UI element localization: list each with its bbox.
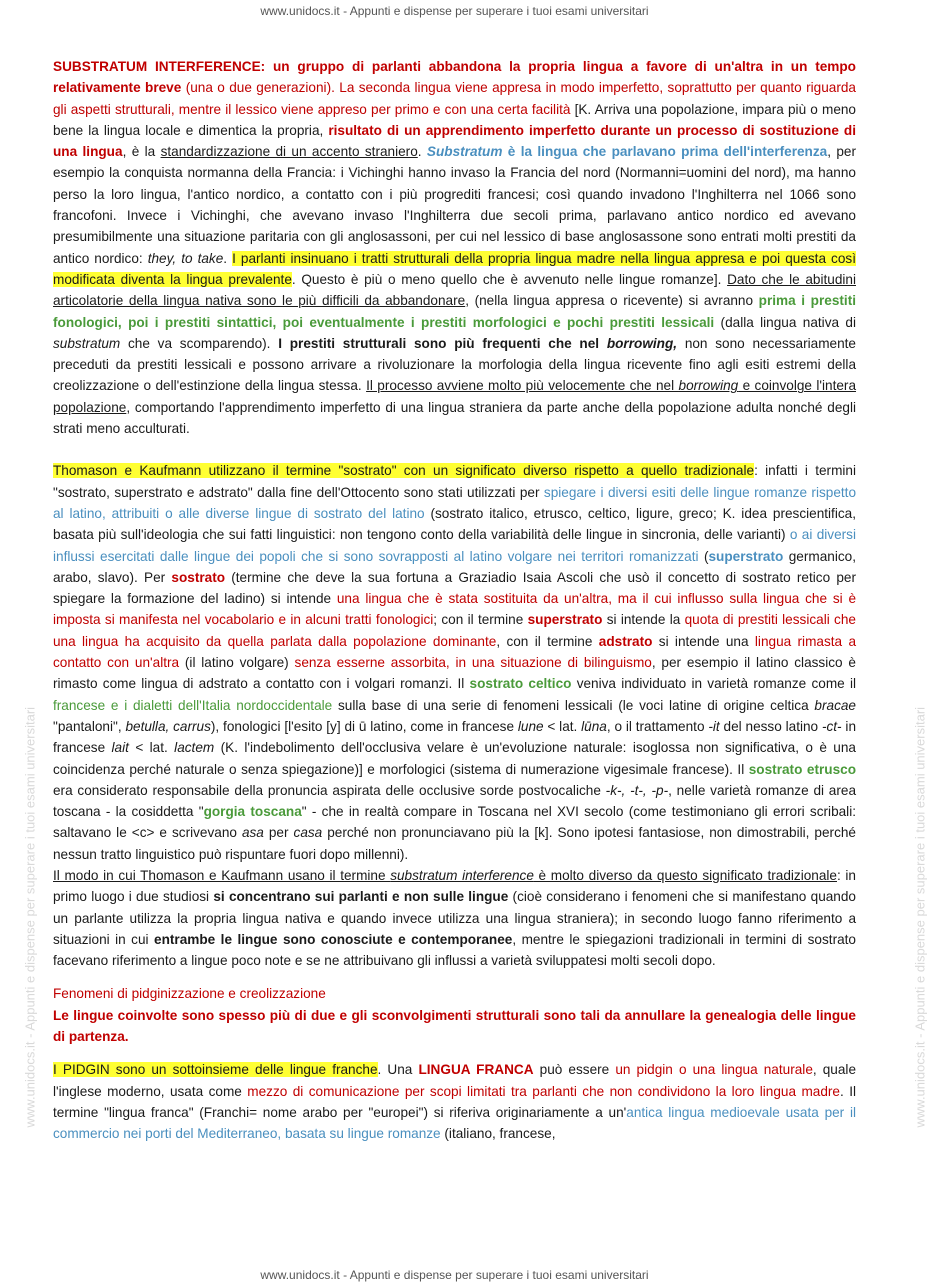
- page-header: www.unidocs.it - Appunti e dispense per superare i tuoi esami universitari: [260, 4, 649, 18]
- side-watermark-right: www.unidocs.it - Appunti e dispense per superare i tuoi esami universitari: [912, 706, 928, 1128]
- section-lead: Le lingue coinvolte sono spesso più di due e gli sconvolgimenti strutturali sono tali da annullare la genealogia delle lingue di partenza.: [53, 1007, 856, 1045]
- paragraph-substratum: SUBSTRATUM INTERFERENCE: un gruppo di parlanti abbandona la propria lingua a favore di un'altra in un tempo relativamente breve (una o due generazioni). La seconda lingua viene appresa in modo imperfetto, soprattutto per quanto riguarda gli aspetti strutturali, mentre il lessico viene appreso per primo e con una certa facilità [K. Arriva una popolazione, impara più o meno bene la lingua locale e dimentica la propria, risultato di un apprendimento imperfetto durante un processo di sostituzione di una lingua, è la standardizzazione di un accento straniero. Substratum è la lingua che parlavano prima dell'interferenza, per esempio la conquista normanna della Francia: i Vichinghi hanno invaso la Francia del nord (Normanni=uomini del nord), ma hanno perso la loro lingua, l'antico nordico, a contatto con i più progrediti francesi; così quando invadono l'Inghilterra nel 1066 sono francofoni. Invece i Vichinghi, che avevano invaso l'Inghilterra due secoli prima, parlavano antico nordico ed avevano presumibilmente una situazione paritaria con gli anglosassoni, per cui nel lessico di base anglosassone sono entrati molti prestiti da antico nordico: they, to take. I parlanti insinuano i tratti strutturali della propria lingua madre nella lingua appresa e poi questa così modificata diventa la lingua prevalente. Questo è più o meno quello che è avvenuto nelle lingue romanze]. Dato che le abitudini articolatorie della lingua nativa sono le più difficili da abbandonare, (nella lingua appresa o ricevente) si avranno prima i prestiti fonologici, poi i prestiti sintattici, poi eventualmente i prestiti morfologici e pochi prestiti lessicali (dalla lingua nativa di substratum che va scomparendo). I prestiti strutturali sono più frequenti che nel borrowing, non sono necessariamente preceduti da prestiti lessicali e possono arrivare a rivoluzionare la morfologia della lingua ricevente fino agli esiti estremi della creolizzazione o dell'estinzione della lingua stessa. Il processo avviene molto più velocemente che nel borrowing e coinvolge l'intera popolazione, comportando l'apprendimento imperfetto di una lingua straniera da parte anche della popolazione adulta nonché degli strati meno acculturati.: [53, 59, 857, 437]
- page-footer: www.unidocs.it - Appunti e dispense per superare i tuoi esami universitari: [260, 1268, 649, 1282]
- paragraph-pidgin: I PIDGIN sono un sottoinsieme delle lingue franche. Una LINGUA FRANCA può essere un pidgin o una lingua naturale, quale l'inglese moderno, usata come mezzo di comunicazione per scopi limitati tra parlanti che non condividono la loro lingua madre. Il termine "lingua franca" (Franchi= nome arabo per "europei") si riferiva originariamente a un'antica lingua medioevale usata per il commercio nei porti del Mediterraneo, basata su lingue romanze (italiano, francese,: [53, 1062, 857, 1142]
- paragraph-thomason: Il modo in cui Thomason e Kaufmann usano il termine substratum interference è molto diverso da questo significato tradizionale: in primo luogo i due studiosi si concentrano sui parlanti e non sulle lingue (cioè considerano i fenomeni che si manifestano quando un parlante utilizza la propria lingua nativa e quando invece utilizza una lingua straniera); in secondo luogo fanno riferimento a situazioni in cui entrambe le lingue sono conosciute e contemporanee, mentre le spiegazioni tradizionali in termini di sostrato facevano riferimento a lingue poco note e se ne attribuivano gli influssi a varietà sviluppatesi molti secoli dopo.: [53, 867, 856, 969]
- document-body: [53, 56, 856, 1145]
- section-title: Fenomeni di pidginizzazione e creolizzazione: [53, 986, 326, 1002]
- side-watermark-left: www.unidocs.it - Appunti e dispense per superare i tuoi esami universitari: [22, 706, 38, 1128]
- paragraph-sostrato: Thomason e Kaufmann utilizzano il termine "sostrato" con un significato diverso rispetto a quello tradizionale: infatti i termini "sostrato, superstrato e adstrato" dalla fine dell'Ottocento sono stati utilizzati per spiegare i diversi esiti delle lingue romanze rispetto al latino, attribuiti o alle diverse lingue di sostrato del latino (sostrato italico, etrusco, celtico, ligure, greco; K. idea prescientifica, basata più sull'ideologia che sui fatti linguistici: non tengono conto della variabilità delle lingue in sincronia, delle varianti) o ai diversi influssi esercitati dalle lingue dei popoli che si sono sovrapposti al latino volgare nei territori romanizzati (superstrato germanico, arabo, slavo). Per sostrato (termine che deve la sua fortuna a Graziadio Isaia Ascoli che usò il concetto di sostrato retico per spiegare la formazione del ladino) si intende una lingua che è stata sostituita da un'altra, ma il cui influsso sulla lingua che si è imposta si manifesta nel vocabolario e in alcuni tratti fonologici; con il termine superstrato si intende la quota di prestiti lessicali che una lingua ha acquisito da quella parlata dalla popolazione dominante, con il termine adstrato si intende una lingua rimasta a contatto con un'altra (il latino volgare) senza esserne assorbita, in una situazione di bilinguismo, per esempio il latino classico è rimasto come lingua di adstrato a contatto con i volgari romanzi. Il sostrato celtico veniva individuato in varietà romanze come il francese e i dialetti dell'Italia nordoccidentale sulla base di una serie di fenomeni lessicali (le voci latine di origine celtica bracae "pantaloni", betulla, carrus), fonologici [l'esito [y] di ū latino, come in francese lune < lat. lūna, o il trattamento -it del nesso latino -ct- in francese lait < lat. lactem (K. l'indebolimento dell'occlusiva velare è un'evoluzione naturale: isoglossa non significativa, o è una coincidenza perché naturale o senza spiegazione)] e morfologici (sistema di numerazione vigesimale francese). Il sostrato etrusco era considerato responsabile della pronuncia aspirata delle occlusive sorde postvocaliche -k-, -t-, -p-, nelle varietà romanze di area toscana - la cosiddetta "gorgia toscana" - che in realtà compare in Toscana nel XVI secolo (come testimoniano gli errori scribali: saltavano le <c> e scrivevano asa per casa perché non pronunciavano più la [k]. Sono ipotesi fantasiose, non dimostrabili, perché nessun tratto linguistico può rispuntare fuori dopo millenni).: [53, 463, 857, 862]
